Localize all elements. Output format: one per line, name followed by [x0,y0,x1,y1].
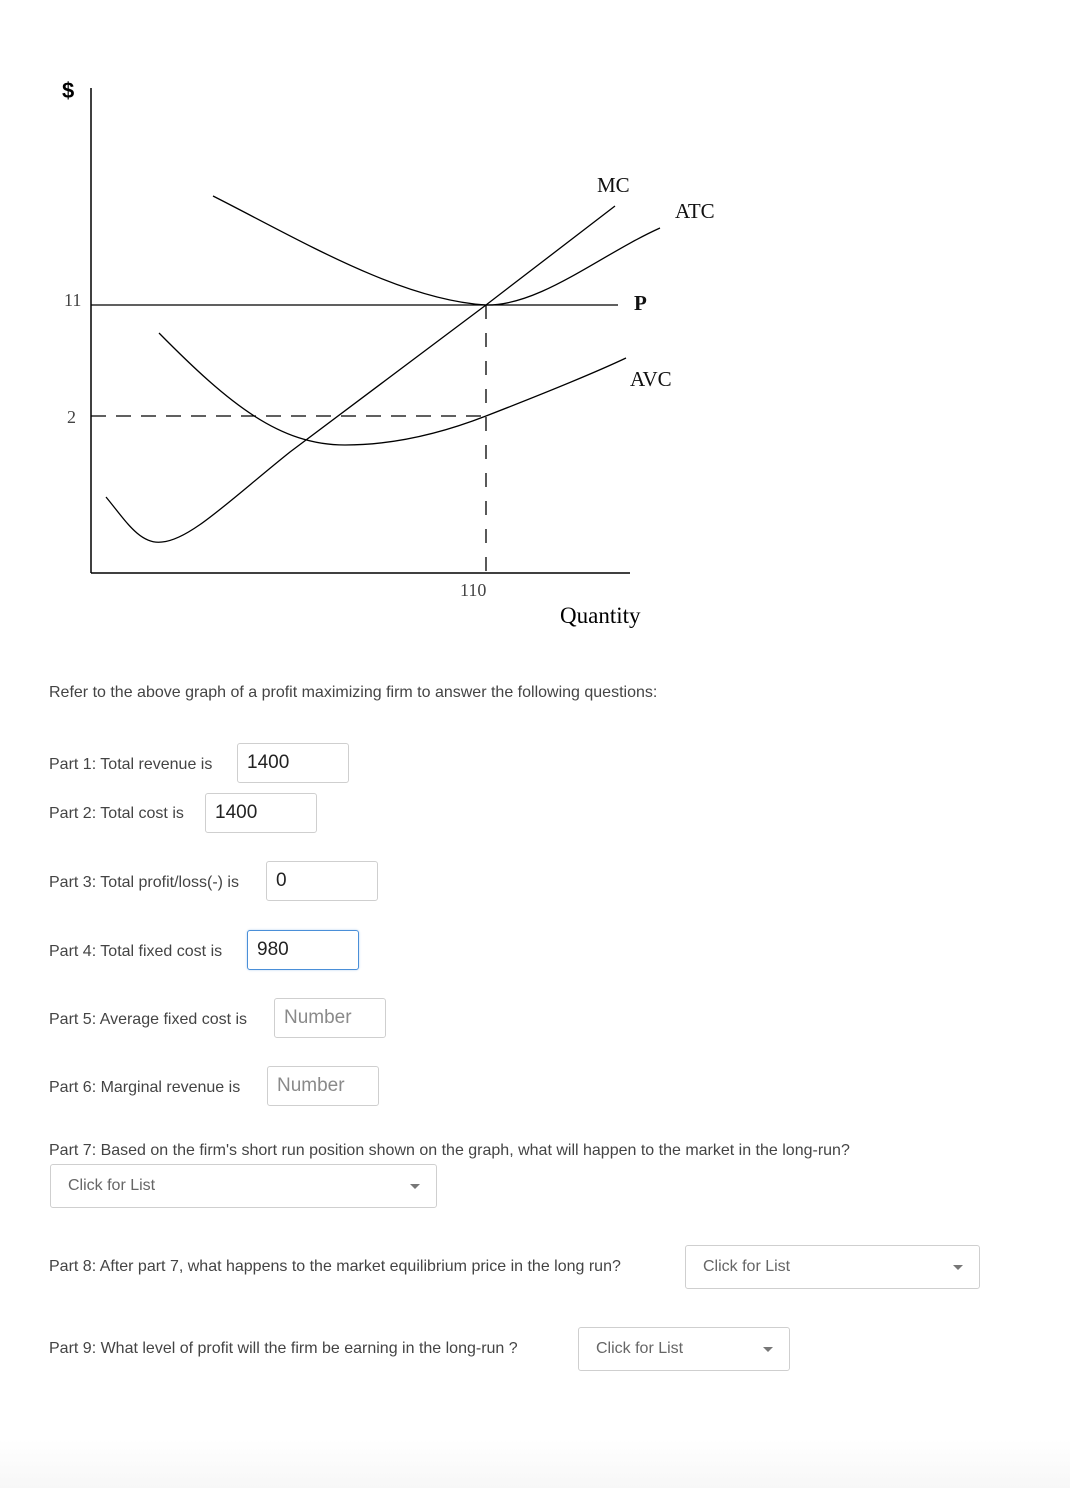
part3-label: Part 3: Total profit/loss(-) is [49,874,239,891]
mc-label: MC [597,173,630,197]
x-tick-110: 110 [460,580,487,600]
part7-label: Part 7: Based on the firm's short run position shown on the graph, what will happen to the market in the long-run? [49,1142,850,1159]
part2-label: Part 2: Total cost is [49,805,184,822]
part6-marginal-revenue-input[interactable] [267,1066,379,1106]
mc-curve [106,206,615,542]
x-axis-label: Quantity [560,603,641,628]
y-tick-11: 11 [64,290,82,310]
part4-label: Part 4: Total fixed cost is [49,943,223,960]
part4-total-fixed-cost-input[interactable] [247,930,359,970]
part9-select-value: Click for List [596,1340,684,1357]
part8-label: Part 8: After part 7, what happens to the market equilibrium price in the long run? [49,1258,621,1275]
atc-label: ATC [675,199,715,223]
price-label: P [634,291,647,315]
part8-select[interactable] [685,1245,980,1289]
part2-total-cost-input[interactable] [205,793,317,833]
intro-text: Refer to the above graph of a profit maximizing firm to answer the following questions: [49,684,658,701]
chevron-down-icon [410,1184,420,1189]
y-axis-label: $ [62,78,75,103]
part8-select-value: Click for List [703,1258,791,1275]
part6-label: Part 6: Marginal revenue is [49,1079,241,1096]
part9-select[interactable] [578,1327,790,1371]
part7-select-value: Click for List [68,1177,156,1194]
y-tick-2: 2 [67,407,76,427]
part5-label: Part 5: Average fixed cost is [49,1011,248,1028]
part3-total-profit-input[interactable] [266,861,378,901]
part7-select[interactable] [50,1164,437,1208]
part1-total-revenue-input[interactable] [237,743,349,783]
part9-label: Part 9: What level of profit will the firm be earning in the long-run ? [49,1340,518,1357]
chevron-down-icon [953,1265,963,1270]
chevron-down-icon [763,1347,773,1352]
avc-curve [159,333,626,445]
avc-label: AVC [630,367,672,391]
part5-average-fixed-cost-input[interactable] [274,998,386,1038]
cost-curves-graph [0,0,1070,640]
page-footer-band [0,1440,1070,1488]
part1-label: Part 1: Total revenue is [49,756,213,773]
atc-curve [213,196,660,305]
